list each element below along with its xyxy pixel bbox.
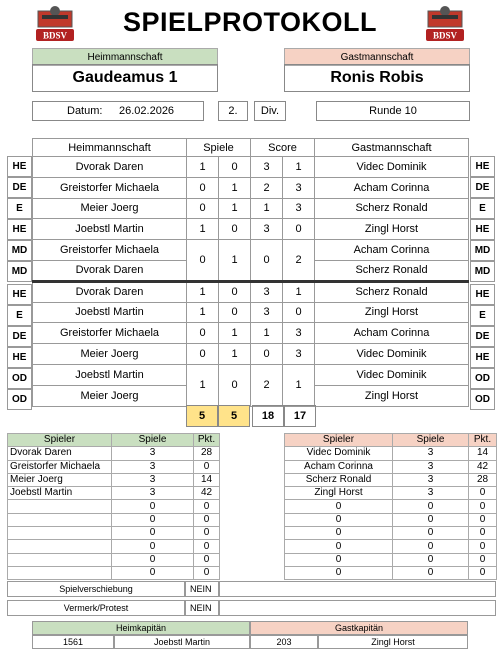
match-row-double-second[interactable]: Dvorak Daren Scherz Ronald: [33, 260, 469, 281]
player-row[interactable]: 0 0 0: [285, 500, 497, 513]
col-games: Spiele: [187, 139, 251, 157]
player-row[interactable]: Scherz Ronald 3 28: [285, 473, 497, 486]
match-row[interactable]: Meier Joerg 0 1 1 3 Scherz Ronald: [33, 198, 469, 219]
home-team-name[interactable]: Gaudeamus 1: [32, 64, 218, 92]
player-row[interactable]: 0 0: [8, 500, 220, 513]
player-row[interactable]: Videc Dominik 3 14: [285, 447, 497, 460]
match-row[interactable]: Meier Joerg 0 1 0 3 Videc Dominik: [33, 344, 469, 365]
col-guest: Gastmannschaft: [315, 139, 469, 157]
player-row[interactable]: 0 0 0: [285, 553, 497, 566]
guest-team-label: Gastmannschaft: [284, 48, 470, 66]
discipline-code: DE: [7, 326, 32, 347]
match-row[interactable]: Dvorak Daren 1 0 3 1 Scherz Ronald: [33, 281, 469, 302]
discipline-code: E: [470, 198, 495, 219]
date-value: 26.02.2026: [119, 105, 175, 117]
player-row[interactable]: 0 0: [8, 513, 220, 526]
player-row[interactable]: Dvorak Daren 3 28: [8, 447, 220, 460]
player-row[interactable]: 0 0 0: [285, 527, 497, 540]
discipline-code: HE: [470, 284, 495, 305]
home-captain-name[interactable]: Joebstl Martin: [114, 635, 250, 649]
player-row[interactable]: 0 0 0: [285, 513, 497, 526]
col-score: Score: [251, 139, 315, 157]
round-box[interactable]: Runde 10: [316, 101, 470, 121]
date-box[interactable]: [32, 101, 204, 121]
discipline-code: MD: [470, 240, 495, 261]
discipline-code: E: [7, 198, 32, 219]
guest-captain-label: Gastkapitän: [250, 621, 468, 635]
discipline-code: HE: [7, 156, 32, 177]
match-row-double-second[interactable]: Meier Joerg Zingl Horst: [33, 385, 469, 406]
matches-header-row: [33, 139, 469, 157]
player-row[interactable]: 0 0: [8, 540, 220, 553]
discipline-code: OD: [470, 389, 495, 410]
discipline-code: OD: [470, 368, 495, 389]
player-row[interactable]: 0 0: [8, 553, 220, 566]
player-row[interactable]: Greistorfer Michaela 3 0: [8, 460, 220, 473]
discipline-code: DE: [470, 177, 495, 198]
player-row[interactable]: 0 0: [8, 527, 220, 540]
home-captain-id[interactable]: 1561: [32, 635, 114, 649]
protest-value[interactable]: NEIN: [185, 600, 219, 616]
discipline-code: MD: [470, 261, 495, 282]
total-score-guest: 17: [284, 405, 316, 427]
home-captain-label: Heimkapitän: [32, 621, 250, 635]
bdsv-logo-right: [424, 3, 466, 43]
guest-team-name[interactable]: Ronis Robis: [284, 64, 470, 92]
guest-captain-id[interactable]: 203: [250, 635, 318, 649]
guest-players-table: Spieler Spiele Pkt. Videc Dominik 3 14 Acham Corinna 3 42 Scherz Ronald 3 28 Zingl Horst 3 0 0 0 0 0 0 0 0 0 0 0 0 0 0 0 0 0 0 0: [284, 433, 497, 580]
protest-notes[interactable]: [219, 600, 496, 616]
discipline-code: HE: [470, 219, 495, 240]
player-row[interactable]: Zingl Horst 3 0: [285, 487, 497, 500]
player-row[interactable]: 0 0: [8, 566, 220, 579]
match-row-double[interactable]: Joebstl Martin 1 0 2 1 Videc Dominik: [33, 364, 469, 385]
discipline-code: HE: [7, 219, 32, 240]
discipline-code: HE: [7, 347, 32, 368]
total-score-home: 18: [252, 405, 284, 427]
discipline-code: OD: [7, 368, 32, 389]
player-row[interactable]: Acham Corinna 3 42: [285, 460, 497, 473]
home-team-label: Heimmannschaft: [32, 48, 218, 66]
division-label: Div.: [254, 101, 286, 121]
match-row[interactable]: Dvorak Daren 1 0 3 1 Videc Dominik: [33, 157, 469, 178]
protest-label: Vermerk/Protest: [7, 600, 185, 616]
matches-table: [32, 138, 469, 407]
discipline-code: OD: [7, 389, 32, 410]
discipline-code: DE: [470, 326, 495, 347]
bdsv-logo-left: [34, 3, 76, 43]
total-games-guest: 5: [218, 405, 250, 427]
page-title: SPIELPROTOKOLL: [122, 6, 378, 37]
player-row[interactable]: 0 0 0: [285, 566, 497, 579]
discipline-code: MD: [7, 261, 32, 282]
discipline-code: HE: [470, 347, 495, 368]
discipline-code: E: [470, 305, 495, 326]
guest-captain-name[interactable]: Zingl Horst: [318, 635, 468, 649]
home-players-table: Spieler Spiele Pkt. Dvorak Daren 3 28 Greistorfer Michaela 3 0 Meier Joerg 3 14 Joebstl Martin 3 42 0 0 0 0 0 0 0 0 0 0 0 0: [7, 433, 220, 580]
discipline-code: DE: [7, 177, 32, 198]
player-row[interactable]: 0 0 0: [285, 540, 497, 553]
date-label: Datum:: [67, 105, 103, 117]
svg-text:BDSV: BDSV: [42, 30, 68, 41]
division-number[interactable]: 2.: [218, 101, 248, 121]
col-home: Heimmannschaft: [33, 139, 187, 157]
match-row[interactable]: Greistorfer Michaela 0 1 2 3 Acham Corinna: [33, 177, 469, 198]
discipline-code: MD: [7, 240, 32, 261]
match-row[interactable]: Greistorfer Michaela 0 1 1 3 Acham Corinna: [33, 323, 469, 344]
match-row-double[interactable]: Greistorfer Michaela 0 1 0 2 Acham Corinna: [33, 240, 469, 261]
svg-text:BDSV: BDSV: [432, 30, 458, 41]
postponement-value[interactable]: NEIN: [185, 581, 219, 597]
postponement-notes[interactable]: [219, 581, 496, 597]
player-row[interactable]: Meier Joerg 3 14: [8, 473, 220, 486]
total-games-home: 5: [186, 405, 218, 427]
postponement-label: Spielverschiebung: [7, 581, 185, 597]
match-row[interactable]: Joebstl Martin 1 0 3 0 Zingl Horst: [33, 302, 469, 323]
player-row[interactable]: Joebstl Martin 3 42: [8, 487, 220, 500]
discipline-code: HE: [470, 156, 495, 177]
discipline-code: E: [7, 305, 32, 326]
discipline-code: HE: [7, 284, 32, 305]
match-row[interactable]: Joebstl Martin 1 0 3 0 Zingl Horst: [33, 219, 469, 240]
